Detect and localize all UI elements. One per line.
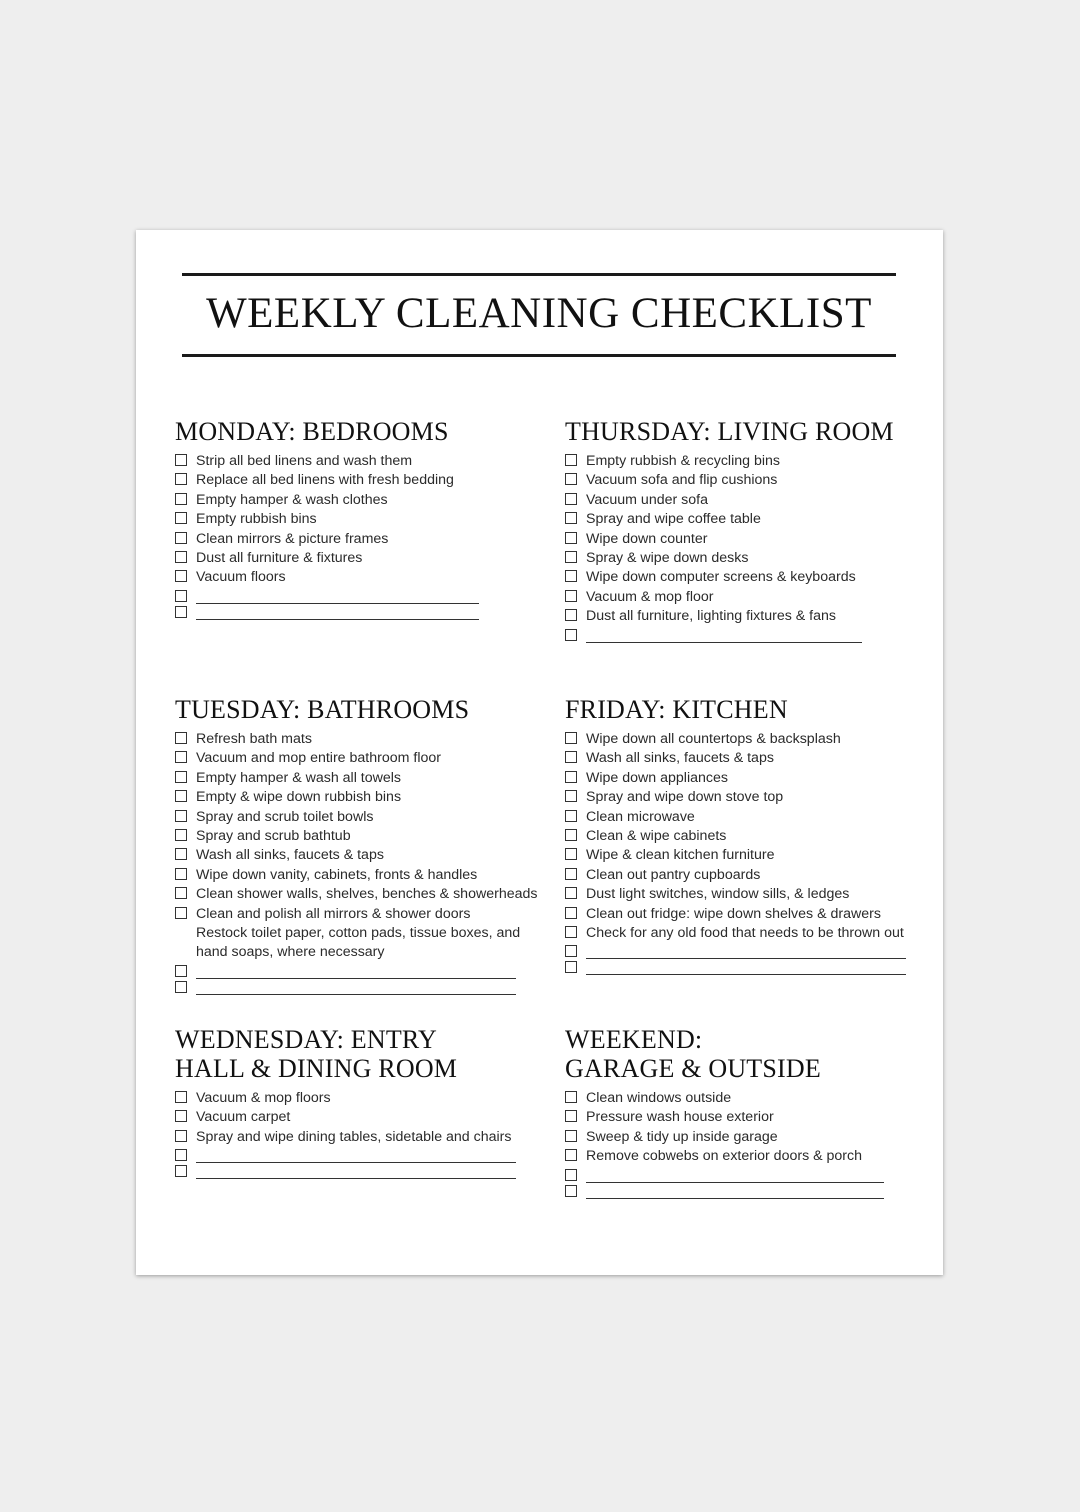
section-monday [175,417,535,620]
checklist-item [565,471,935,490]
checklist-item-label: Replace all bed linens with fresh bedding [196,472,454,489]
checklist-item [175,866,555,885]
checklist-item-label: Vacuum sofa and flip cushions [586,472,778,489]
checkbox[interactable] [565,1185,577,1197]
checklist-sheet [136,230,943,1275]
section-title-line: HALL & DINING ROOM [175,1054,458,1083]
checklist-item [175,1108,555,1127]
checkbox[interactable] [175,606,187,618]
checklist-item [175,730,555,749]
checklist-item-label: Spray and wipe coffee table [586,511,761,528]
checklist-item-label: Spray and wipe dining tables, sidetable and chairs [196,1128,512,1145]
checkbox[interactable] [565,1169,577,1181]
blank-checklist-item [175,588,535,604]
section-tuesday [175,695,555,995]
blank-checklist-item [565,627,935,643]
checkbox[interactable] [175,868,187,880]
checkbox[interactable] [565,493,577,505]
blank-checklist-item [565,1183,935,1199]
checklist-item [565,1128,935,1147]
checklist-item-label: Pressure wash house exterior [586,1109,774,1126]
checklist-item-label: Wash all sinks, faucets & taps [586,750,774,767]
checkbox[interactable] [175,981,187,993]
checkbox[interactable] [175,512,187,524]
checklist-item [175,491,535,510]
checklist-item-label: Empty hamper & wash all towels [196,769,402,786]
checklist-item-label: Vacuum floors [196,569,286,586]
checkbox[interactable] [565,887,577,899]
blank-checklist-item [565,943,935,959]
section-title-friday [565,695,935,724]
checklist-item-label: Empty rubbish bins [196,511,317,528]
checkbox[interactable] [565,1149,577,1161]
checklist-item-label: Vacuum under sofa [586,491,708,508]
checklist-item-label: Wipe down all countertops & backsplash [586,731,841,747]
checklist-item-label: Clean windows outside [586,1090,732,1106]
checkbox[interactable] [175,551,187,563]
checkbox[interactable] [175,454,187,466]
checkbox[interactable] [175,1165,187,1177]
section-title-thursday [565,417,935,446]
checklist-item-label: Vacuum carpet [196,1109,291,1126]
checklist-item [565,808,935,827]
checkbox[interactable] [565,629,577,641]
checklist-item [565,827,935,846]
write-in-line[interactable] [586,1183,884,1199]
checkbox[interactable] [175,810,187,822]
write-in-line[interactable] [586,627,862,643]
checklist-item-label: Dust all furniture, lighting fixtures & fans [586,608,836,625]
section-title-line: WEEKEND: [565,1025,703,1054]
checkbox[interactable] [565,926,577,938]
checkbox[interactable] [565,848,577,860]
checklist-item-label: Clean and polish all mirrors & shower doors [196,905,471,922]
checklist-item [175,827,555,846]
checklist-item-label: Clean mirrors & picture frames [196,530,389,547]
checklist-item-label: Empty hamper & wash clothes [196,491,388,508]
section-title-line: MONDAY: BEDROOMS [175,417,449,446]
checkbox[interactable] [175,829,187,841]
checkbox[interactable] [565,590,577,602]
checklist-item-label: Wipe down appliances [586,769,728,786]
checklist-item-label: Spray and scrub toilet bowls [196,808,374,825]
write-in-line[interactable] [196,588,479,604]
write-in-line[interactable] [196,963,516,979]
checkbox[interactable] [175,590,187,602]
section-title-line: THURSDAY: LIVING ROOM [565,417,894,446]
checkbox[interactable] [175,570,187,582]
checklist-item-label: Vacuum & mop floor [586,588,714,605]
checklist-item-label: Spray and wipe down stove top [586,789,784,806]
checklist-friday [565,730,935,975]
checklist-item-label: Spray and scrub bathtub [196,828,351,845]
checklist-item [565,846,935,865]
write-in-line[interactable] [586,959,906,975]
section-title-line: GARAGE & OUTSIDE [565,1054,821,1083]
checkbox[interactable] [175,790,187,802]
checklist-item [175,885,555,904]
checkbox[interactable] [565,751,577,763]
checkbox[interactable] [565,771,577,783]
checklist-item-label: Clean out fridge: wipe down shelves & drawers [586,905,881,922]
checklist-item-label: Clean shower walls, shelves, benches & showerheads [196,886,538,903]
checklist-item [565,1108,935,1127]
checkbox[interactable] [175,1130,187,1142]
blank-checklist-item [175,604,535,620]
checklist-item-label: Restock toilet paper, cotton pads, tissue boxes, and hand soaps, where necessary [196,925,521,961]
title-rule-top [182,273,896,276]
blank-checklist-item [175,1147,555,1163]
checklist-item [565,1147,935,1166]
checklist-item [175,749,555,768]
checklist-item [565,452,935,471]
checklist-item [175,788,555,807]
checkbox[interactable] [565,551,577,563]
checklist-item [565,885,935,904]
checklist-item [175,568,535,587]
checklist-item-label: Clean out pantry cupboards [586,866,761,883]
checklist-item-label: Sweep & tidy up inside garage [586,1128,778,1145]
checklist-monday [175,452,535,620]
checklist-item [175,1089,555,1108]
checkbox[interactable] [175,771,187,783]
checkbox[interactable] [175,532,187,544]
checklist-item [175,1128,555,1147]
checkbox[interactable] [175,1149,187,1161]
checklist-item [565,510,935,529]
checkbox[interactable] [565,907,577,919]
checklist-thursday [565,452,935,643]
checklist-tuesday [175,730,555,995]
write-in-line[interactable] [196,979,516,995]
blank-checklist-item [175,979,555,995]
checklist-item-label: Dust light switches, window sills, & ledges [586,886,850,903]
write-in-line[interactable] [196,1147,516,1163]
write-in-line[interactable] [196,604,479,620]
checklist-item [565,866,935,885]
checklist-weekend [565,1089,935,1199]
checklist-item [565,607,935,626]
checklist-item [175,452,535,471]
checklist-item [175,905,555,924]
checkbox[interactable] [175,1110,187,1122]
checklist-item [565,924,935,943]
write-in-line[interactable] [586,1167,884,1183]
checkbox[interactable] [175,848,187,860]
checklist-item-label: Dust all furniture & fixtures [196,550,363,567]
blank-checklist-item [175,1163,555,1179]
checklist-item-label: Empty & wipe down rubbish bins [196,789,402,806]
title-rule-bottom [182,354,896,357]
checklist-item-label: Check for any old food that needs to be thrown out [586,925,904,942]
checklist-item [175,769,555,788]
blank-checklist-item [175,963,555,979]
checklist-item [565,730,935,749]
write-in-line[interactable] [586,943,906,959]
checkbox[interactable] [565,790,577,802]
section-title-tuesday [175,695,555,724]
checklist-item [175,510,535,529]
checklist-item [565,530,935,549]
checklist-item-label: Vacuum and mop entire bathroom floor [196,750,441,767]
checklist-item [565,491,935,510]
section-title-line: FRIDAY: KITCHEN [565,695,788,724]
section-title-monday [175,417,535,446]
checklist-item-label: Refresh bath mats [196,731,312,747]
section-friday [565,695,935,975]
checkbox[interactable] [565,961,577,973]
checklist-item-label: Empty rubbish & recycling bins [586,453,780,469]
checklist-item-label: Wash all sinks, faucets & taps [196,847,384,864]
checklist-item [565,749,935,768]
checklist-item-label: Strip all bed linens and wash them [196,453,413,469]
checkbox[interactable] [565,454,577,466]
page-title: WEEKLY CLEANING CHECKLIST [206,290,872,337]
checklist-item [565,905,935,924]
checkbox[interactable] [175,751,187,763]
checkbox[interactable] [175,965,187,977]
checkbox[interactable] [175,473,187,485]
blank-checklist-item [565,959,935,975]
checkbox[interactable] [175,732,187,744]
checklist-wednesday [175,1089,555,1179]
checklist-item [565,568,935,587]
checklist-item-continuation [175,924,555,963]
checklist-item [175,471,535,490]
checklist-item [565,588,935,607]
checkbox[interactable] [565,512,577,524]
checkbox[interactable] [565,1091,577,1103]
checkbox[interactable] [175,907,187,919]
checklist-item-label: Wipe & clean kitchen furniture [586,847,775,864]
checkbox[interactable] [565,570,577,582]
checkbox[interactable] [565,732,577,744]
section-title-weekend [565,1025,935,1083]
checkbox[interactable] [565,1110,577,1122]
checklist-item [565,549,935,568]
checkbox[interactable] [175,1091,187,1103]
checkbox[interactable] [565,473,577,485]
blank-checklist-item [565,1167,935,1183]
checkbox[interactable] [175,493,187,505]
write-in-line[interactable] [196,1163,516,1179]
section-thursday [565,417,935,643]
checklist-item-label: Vacuum & mop floors [196,1090,331,1106]
checklist-item [175,530,535,549]
checkbox[interactable] [175,887,187,899]
checkbox[interactable] [565,1130,577,1142]
section-wednesday [175,1025,555,1179]
checklist-item-label: Wipe down counter [586,530,708,547]
checklist-item-label: Clean & wipe cabinets [586,828,727,845]
checklist-item-label: Remove cobwebs on exterior doors & porch [586,1148,863,1165]
checklist-item [565,769,935,788]
checkbox[interactable] [565,945,577,957]
checklist-item-label: Wipe down vanity, cabinets, fronts & handles [196,866,478,883]
checklist-item [565,1089,935,1108]
checkbox[interactable] [565,810,577,822]
checklist-item [175,846,555,865]
section-title-line: WEDNESDAY: ENTRY [175,1025,438,1054]
checklist-item [175,808,555,827]
checklist-item [175,549,535,568]
checklist-item-label: Wipe down computer screens & keyboards [586,569,856,586]
checklist-item-label: Clean microwave [586,808,695,825]
checkbox[interactable] [565,868,577,880]
checklist-item [565,788,935,807]
section-weekend [565,1025,935,1199]
checklist-item-label: Spray & wipe down desks [586,550,749,567]
checkbox[interactable] [565,609,577,621]
section-title-wednesday [175,1025,555,1083]
section-title-line: TUESDAY: BATHROOMS [175,695,470,724]
checkbox[interactable] [565,829,577,841]
checkbox[interactable] [565,532,577,544]
